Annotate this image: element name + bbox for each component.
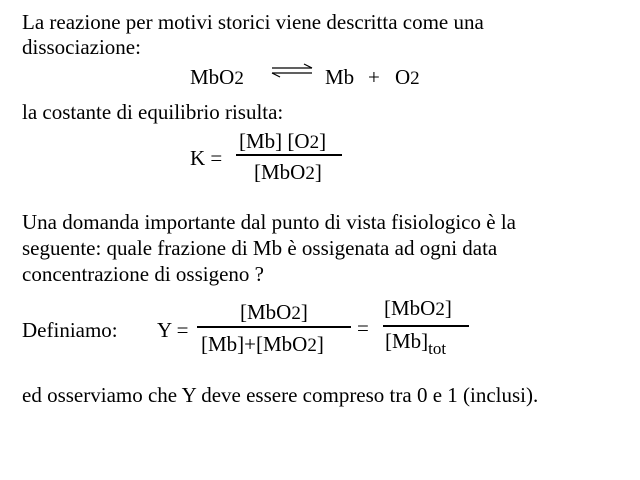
question-line-3: concentrazione di ossigeno ? [22,262,264,286]
y-denominator-2: $[Mb]_{tot}$ [385,329,447,358]
definition-label: Definiamo: [22,318,118,342]
equilibrium-arrow-icon [270,63,314,79]
y-denominator-1: [Mb]+[MbO2] [201,332,324,356]
equilibrium-label: la costante di equilibrio risulta: [22,100,284,124]
y-fraction-bar-2 [383,325,469,327]
y-fraction-bar-1 [197,326,351,328]
y-equals: = [357,316,369,340]
intro-line-2: dissociazione: [22,35,141,59]
y-numerator-2: [MbO2] [384,296,452,320]
question-line-1: Una domanda importante dal punto di vista fisiologico è la [22,210,516,234]
reaction-plus: + [368,65,380,89]
y-numerator-1: [MbO2] [240,300,308,324]
intro-line-1: La reazione per motivi storici viene descritta come una [22,10,484,34]
reaction-reactant: MbO2 [190,65,244,89]
k-lhs: K = [190,146,223,170]
conclusion-line: ed osserviamo che Y deve essere compreso tra 0 e 1 (inclusi). [22,383,539,407]
reaction-product-mb: Mb [325,65,355,89]
k-numerator: [Mb] [O2] [239,129,327,153]
y-lhs: Y = [157,318,189,342]
k-fraction-bar [236,154,342,156]
question-line-2: seguente: quale frazione di Mb è ossigenata ad ogni data [22,236,498,260]
k-denominator: [MbO2] [254,160,322,184]
reaction-product-o2: O2 [395,65,420,89]
